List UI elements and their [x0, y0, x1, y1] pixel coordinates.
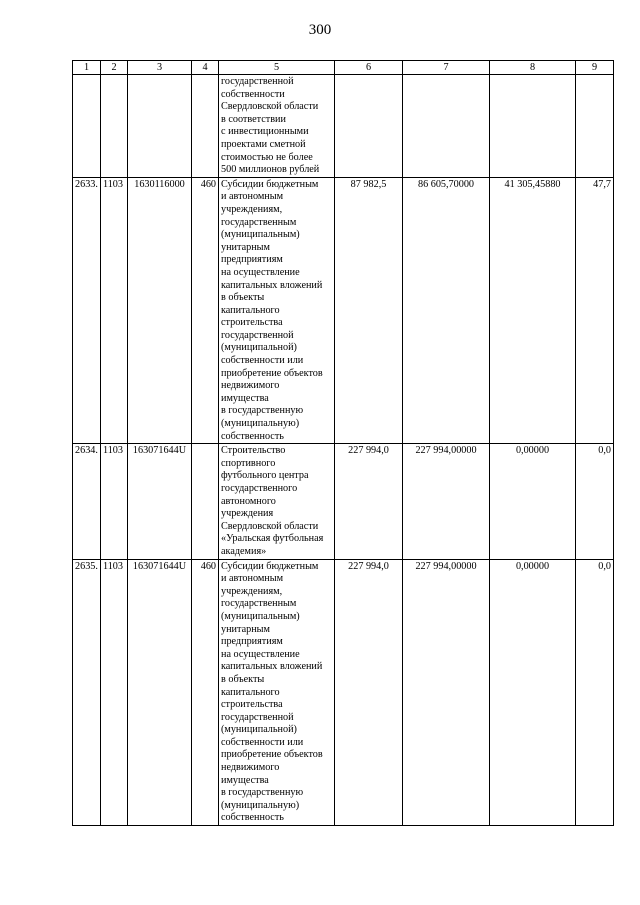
column-header: 1 — [73, 61, 101, 75]
percent-col9 — [576, 75, 614, 178]
amount-col7: 86 605,70000 — [403, 177, 490, 443]
section-code — [101, 75, 128, 178]
column-header: 9 — [576, 61, 614, 75]
amount-col8: 0,00000 — [490, 444, 576, 559]
row-number — [73, 75, 101, 178]
percent-col9: 47,7 — [576, 177, 614, 443]
row-number: 2634. — [73, 444, 101, 559]
table-row — [73, 444, 614, 559]
amount-col7: 227 994,00000 — [403, 444, 490, 559]
column-header: 8 — [490, 61, 576, 75]
target-article-code — [128, 75, 192, 178]
expense-type-code: 460 — [192, 177, 219, 443]
amount-col6: 227 994,0 — [335, 444, 403, 559]
column-header: 4 — [192, 61, 219, 75]
page-number: 300 — [308, 22, 332, 38]
expense-type-code — [192, 444, 219, 559]
percent-col9: 0,0 — [576, 444, 614, 559]
table-row — [73, 177, 614, 443]
target-article-code: 163071644U — [128, 559, 192, 825]
section-code: 1103 — [101, 444, 128, 559]
row-number: 2635. — [73, 559, 101, 825]
amount-col8 — [490, 75, 576, 178]
amount-col8: 0,00000 — [490, 559, 576, 825]
amount-col6 — [335, 75, 403, 178]
column-header: 6 — [335, 61, 403, 75]
expense-type-code: 460 — [192, 559, 219, 825]
amount-col6: 87 982,5 — [335, 177, 403, 443]
expense-type-code — [192, 75, 219, 178]
description: Субсидии бюджетным и автономным учреждениям, государственным (муниципальным) унитарным предприятиям на осуществление капитальных вложений в объекты капитального строительства государственной (муниципальной) собственности или приобретение объектов недвижимого имущества в государственную (муниципальную) собственность — [219, 177, 335, 443]
header-row — [73, 61, 614, 75]
target-article-code: 1630116000 — [128, 177, 192, 443]
percent-col9: 0,0 — [576, 559, 614, 825]
amount-col6: 227 994,0 — [335, 559, 403, 825]
column-header: 2 — [101, 61, 128, 75]
section-code: 1103 — [101, 177, 128, 443]
column-header: 5 — [219, 61, 335, 75]
amount-col8: 41 305,45880 — [490, 177, 576, 443]
target-article-code: 163071644U — [128, 444, 192, 559]
description: Строительство спортивного футбольного центра государственного автономного учреждения Свердловской области «Уральская футбольная академия» — [219, 444, 335, 559]
budget-table — [72, 60, 614, 826]
amount-col7: 227 994,00000 — [403, 559, 490, 825]
table-row — [73, 559, 614, 825]
row-number: 2633. — [73, 177, 101, 443]
description: Субсидии бюджетным и автономным учреждениям, государственным (муниципальным) унитарным предприятиям на осуществление капитальных вложений в объекты капитального строительства государственной (муниципальной) собственности или приобретение объектов недвижимого имущества в государственную (муниципальную) собственность — [219, 559, 335, 825]
section-code: 1103 — [101, 559, 128, 825]
table-row — [73, 75, 614, 178]
description: государственной собственности Свердловской области в соответствии с инвестиционными проектами сметной стоимостью не более 500 миллионов рублей — [219, 75, 335, 178]
column-header: 7 — [403, 61, 490, 75]
amount-col7 — [403, 75, 490, 178]
column-header: 3 — [128, 61, 192, 75]
